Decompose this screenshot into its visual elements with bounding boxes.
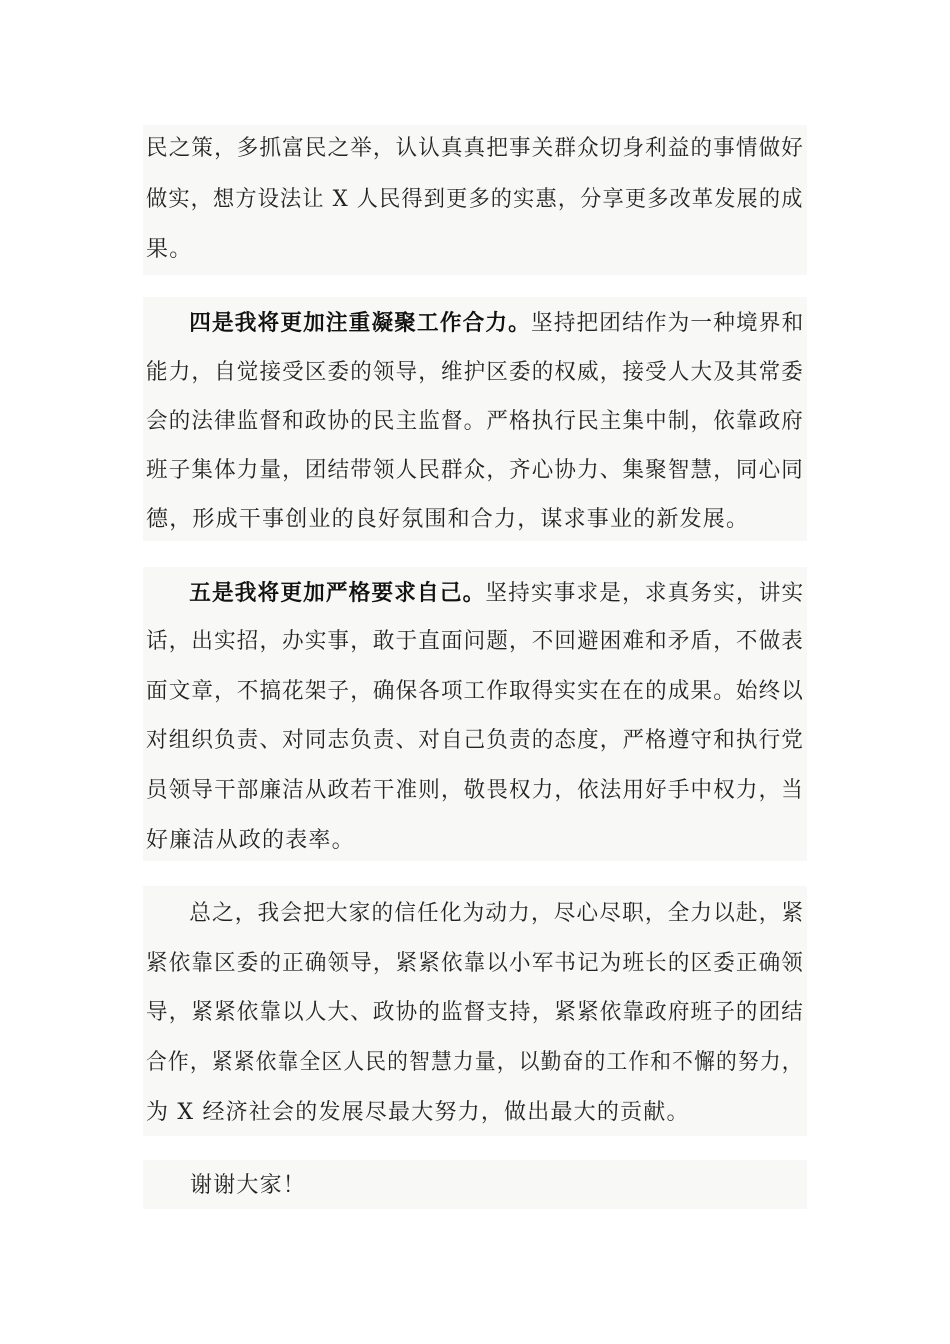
text-line: 民之策，多抓富民之举，认认真真把事关群众切身利益的事情做好 <box>146 136 805 161</box>
text-line: 紧依靠区委的正确领导，紧紧依靠以小军书记为班长的区委正确领 <box>146 951 805 976</box>
paragraph-continuation <box>143 125 807 275</box>
text-line: 好廉洁从政的表率。 <box>146 828 355 853</box>
text-line: 对组织负责、对同志负责、对自己负责的态度，严格遵守和执行党 <box>146 728 805 753</box>
paragraph-cohesion <box>143 297 807 541</box>
paragraph-closing <box>143 1160 807 1209</box>
text-line: 面文章，不搞花架子，确保各项工作取得实实在在的成果。始终以 <box>146 679 805 704</box>
text-line <box>146 307 804 339</box>
text-line: 能力，自觉接受区委的领导，维护区委的权威，接受人大及其常委 <box>146 360 805 385</box>
text-span: 坚持实事求是，求真务实，讲实 <box>485 581 805 606</box>
text-span: 坚持把团结作为一种境界和 <box>530 311 805 336</box>
text-line: 班子集体力量，团结带领人民群众，齐心协力、集聚智慧，同心同 <box>146 458 805 483</box>
text-line: 合作，紧紧依靠全区人民的智慧力量，以勤奋的工作和不懈的努力， <box>146 1050 804 1075</box>
text-line: 话，出实招，办实事，敢于直面问题，不回避困难和矛盾，不做表 <box>146 629 805 654</box>
paragraph-conclusion <box>143 886 807 1136</box>
text-line: 会的法律监督和政协的民主监督。严格执行民主集中制，依靠政府 <box>146 409 805 434</box>
text-line: 导，紧紧依靠以人大、政协的监督支持，紧紧依靠政府班子的团结 <box>146 1000 805 1025</box>
text-line: 做实，想方设法让 X 人民得到更多的实惠，分享更多改革发展的成 <box>146 187 804 212</box>
text-line: 为 X 经济社会的发展尽最大努力，做出最大的贡献。 <box>146 1100 690 1125</box>
paragraph-heading: 五是我将更加严格要求自己。 <box>189 580 486 606</box>
text-line: 德，形成干事创业的良好氛围和合力，谋求事业的新发展。 <box>146 507 750 532</box>
paragraph-heading: 四是我将更加注重凝聚工作合力。 <box>189 310 531 336</box>
text-line: 果。 <box>146 237 193 262</box>
text-line: 谢谢大家！ <box>190 1173 307 1198</box>
paragraph-self-discipline <box>143 567 807 861</box>
text-line <box>146 577 804 609</box>
text-line: 总之，我会把大家的信任化为动力，尽心尽职，全力以赴，紧 <box>189 901 805 926</box>
text-line: 员领导干部廉洁从政若干准则，敬畏权力，依法用好手中权力，当 <box>146 778 805 803</box>
